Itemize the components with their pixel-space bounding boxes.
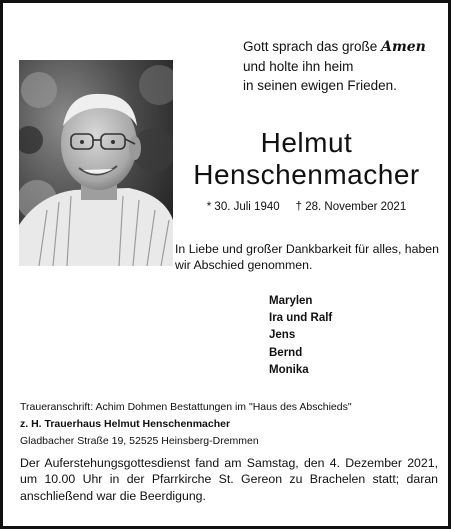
birth-date: * 30. Juli 1940 bbox=[206, 201, 280, 213]
farewell-text: In Liebe und großer Dankbarkeit für alles, haben wir Abschied genommen. bbox=[175, 242, 439, 272]
life-dates bbox=[179, 201, 434, 213]
deceased-last-name: Henschenmacher bbox=[193, 159, 420, 190]
condolence-address bbox=[20, 399, 440, 450]
portrait-image bbox=[19, 60, 173, 266]
mourners-list bbox=[269, 293, 332, 379]
address-line-1: Traueranschrift: Achim Dohmen Bestattungen im "Haus des Abschieds" bbox=[20, 401, 352, 413]
quote-amen: Amen bbox=[381, 39, 426, 55]
address-line-2: z. H. Trauerhaus Helmut Henschenmacher bbox=[20, 418, 231, 430]
quote-line-3: in seinen ewigen Frieden. bbox=[243, 78, 397, 93]
portrait-photo bbox=[19, 60, 173, 266]
service-notice: Der Auferstehungsgottesdienst fand am Samstag, den 4. Dezember 2021, um 10.00 Uhr in der Pfarrkirche St. Gereon zu Brachelen statt; daran anschließend war die Beerdigung. bbox=[20, 456, 438, 503]
mourner-name: Ira und Ralf bbox=[269, 312, 333, 325]
mourner-name: Monika bbox=[269, 363, 309, 376]
address-line-3: Gladbacher Straße 19, 52525 Heinsberg-Dremmen bbox=[20, 435, 259, 447]
deceased-first-name: Helmut bbox=[260, 127, 353, 158]
mourner-name: Bernd bbox=[269, 346, 303, 359]
bible-quote bbox=[243, 37, 443, 95]
quote-line-2: und holte ihn heim bbox=[243, 59, 354, 74]
quote-line-1-text: Gott sprach das große bbox=[243, 39, 378, 54]
quote-line-1 bbox=[243, 37, 443, 57]
mourner-name: Jens bbox=[269, 329, 296, 342]
death-date: † 28. November 2021 bbox=[295, 201, 407, 213]
mourner-name: Marylen bbox=[269, 295, 313, 307]
